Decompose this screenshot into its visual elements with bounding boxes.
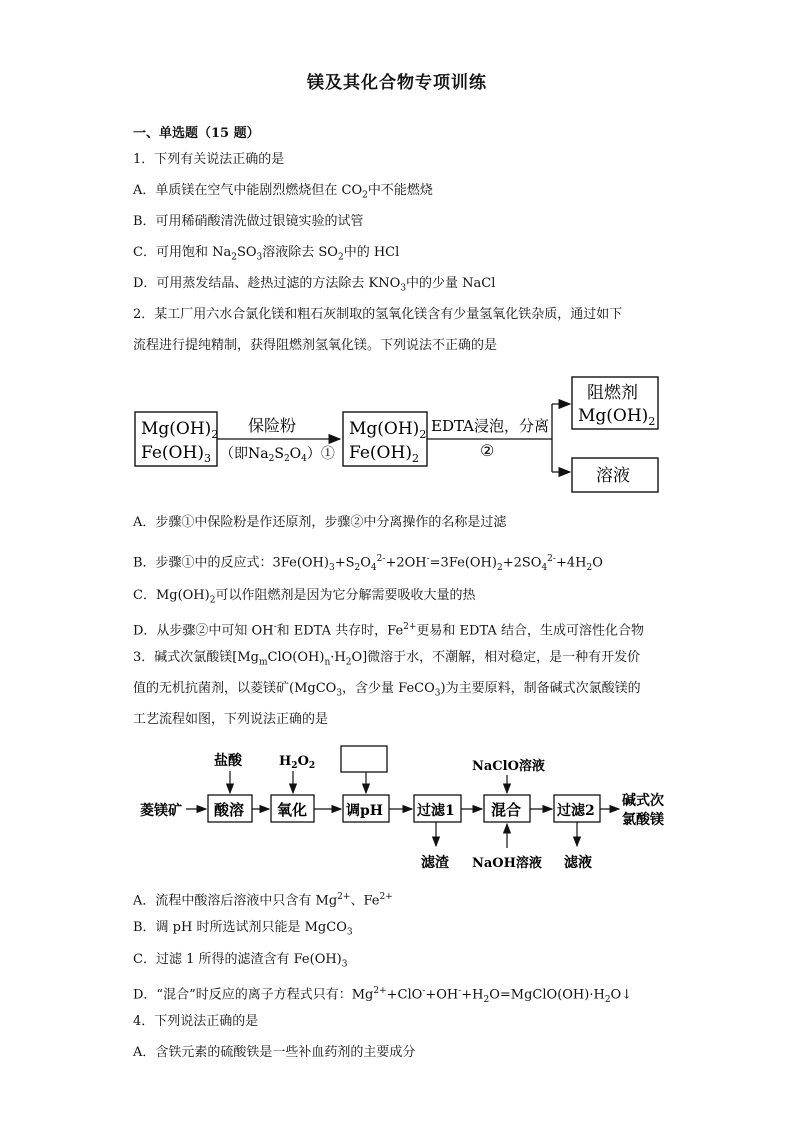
- box-ph-label: 调pH: [346, 803, 384, 819]
- box4-label: 溶液: [596, 466, 630, 486]
- box2-line1: $Mg(OH)_2$: [349, 419, 427, 441]
- question-1-stem: 1．下列有关说法正确的是: [133, 152, 285, 167]
- box-acid-label: 酸溶: [214, 801, 245, 819]
- q2-option-b: B．步骤①中的反应式：$3Fe(OH)_3+S_2O_4^{2-}+2OH^-=3Fe(OH)_2+2SO_4^{2-}+4H_2O$: [133, 554, 603, 573]
- section-heading: 一、单选题（15 题）: [133, 126, 260, 141]
- q1-option-a: A．单质镁在空气中能剧烈燃烧但在 $CO_2$中不能燃烧: [133, 183, 433, 201]
- question-3-stem-line3: 工艺流程如图，下列说法正确的是: [133, 712, 329, 727]
- q1-option-d: D．可用蒸发结晶、趁热过滤的方法除去 $KNO_3$中的少量 NaCl: [133, 276, 496, 294]
- question-2-stem-line1: 2．某工厂用六水合氯化镁和粗石灰制取的氢氧化镁含有少量氢氧化铁杂质，通过如下: [133, 307, 623, 322]
- start-label: 菱镁矿: [140, 803, 182, 819]
- box-f2-label: 过滤2: [557, 803, 595, 819]
- residue-label: 滤渣: [421, 855, 449, 871]
- q2-flow-diagram: [130, 372, 670, 502]
- q3-option-a: A．流程中酸溶后溶液中只含有 $Mg^{2+}$、$Fe^{2+}$: [133, 892, 393, 909]
- box1-line1: $Mg(OH)_2$: [141, 419, 219, 441]
- q3-option-b: B．调 pH 时所选试剂只能是 MgCO$_3$: [133, 920, 353, 938]
- arrow2-label-top: EDTA浸泡，分离: [431, 417, 549, 435]
- q2-option-c: C．$Mg(OH)_2$可以作阻燃剂是因为它分解需要吸收大量的热: [133, 588, 476, 606]
- product-line2: 氯酸镁: [622, 812, 664, 828]
- box-f1-label: 过滤1: [417, 803, 455, 819]
- box2-line2: $Fe(OH)_2$: [349, 443, 419, 465]
- question-3-stem-line2: 值的无机抗菌剂，以菱镁矿(MgCO$_3$，含少量 FeCO$_3$)为主要原料，制备碱式次氯酸镁的: [133, 681, 641, 699]
- reagent-hcl: 盐酸: [214, 753, 242, 769]
- question-2-stem-line2: 流程进行提纯精制，获得阻燃剂氢氧化镁。下列说法不正确的是: [133, 338, 498, 353]
- filtrate-label: 滤液: [564, 855, 592, 871]
- box-mix-label: 混合: [491, 801, 522, 819]
- q3-flow-diagram: [138, 743, 673, 875]
- box3-line2: $Mg(OH)_2$: [578, 406, 656, 428]
- q1-option-c: C．可用饱和 $Na_2SO_3$溶液除去 $SO_2$中的 HCl: [133, 245, 400, 263]
- q4-option-a: A．含铁元素的硫酸铁是一些补血药剂的主要成分: [133, 1045, 416, 1060]
- q3-option-c: C．过滤 1 所得的滤渣含有 $Fe(OH)_3$: [133, 952, 348, 970]
- arrow1-label-bottom: （即$Na_2S_2O_4)①$: [220, 446, 335, 464]
- arrow1-label-top: 保险粉: [248, 416, 297, 435]
- question-3-stem-line1: 3．碱式次氯酸镁$[Mg_mClO(OH)_n\cdot H_2O]$微溶于水，不潮解，相对稳定，是一种有开发价: [133, 650, 641, 668]
- page-title: 镁及其化合物专项训练: [307, 73, 487, 93]
- box-ox-label: 氧化: [277, 801, 308, 819]
- q2-option-d: D．从步骤②中可知 OH-和 EDTA 共存时，$Fe^{2+}$更易和 EDTA 结合，生成可溶性化合物: [133, 622, 644, 639]
- q1-option-b: B．可用稀硝酸清洗做过银镜实验的试管: [133, 214, 364, 229]
- reagent-h2o2: $H_2O_2$: [279, 754, 316, 771]
- reagent-naclo: NaClO溶液: [472, 759, 545, 774]
- reagent-naoh: NaOH溶液: [472, 856, 542, 871]
- blank-reagent-box: [341, 746, 387, 772]
- arrow2-label-bottom: ②: [480, 441, 495, 460]
- box1-line2: $Fe(OH)_3$: [141, 443, 211, 465]
- question-4-stem: 4．下列说法正确的是: [133, 1014, 259, 1029]
- product-line1: 碱式次: [622, 793, 664, 809]
- q2-option-a: A．步骤①中保险粉是作还原剂，步骤②中分离操作的名称是过滤: [133, 515, 507, 530]
- box3-line1: 阻燃剂: [587, 383, 638, 403]
- q3-option-d: D．“混合”时反应的离子方程式只有：$Mg^{2+}+ClO^-+OH^-+H_2O=MgClO(OH)\cdot H_2O↓$: [133, 986, 633, 1005]
